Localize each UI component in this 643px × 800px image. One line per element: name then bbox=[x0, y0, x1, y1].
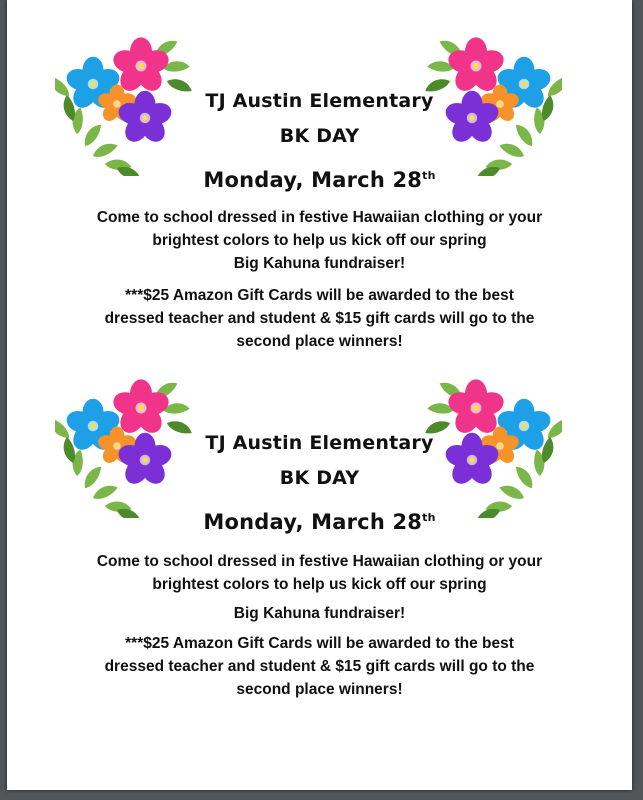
prize-text: ***$25 Amazon Gift Cards will be awarded to the best dressed teacher and student & $15 gift cards will go to the second place winners! bbox=[104, 287, 535, 350]
flyer-top bbox=[7, 28, 632, 368]
school-name: TJ Austin Elementary bbox=[205, 90, 434, 112]
event-date: Monday, March 28th bbox=[203, 168, 436, 192]
event-date: Monday, March 28th bbox=[203, 510, 436, 534]
event-name: BK DAY bbox=[279, 125, 360, 147]
prize-text: ***$25 Amazon Gift Cards will be awarded to the best dressed teacher and student & $15 gift cards will go to the second place winners! bbox=[104, 635, 535, 698]
flyer-bottom bbox=[7, 370, 632, 710]
document-page bbox=[7, 0, 632, 790]
description-text: Come to school dressed in festive Hawaiian clothing or your brightest colors to help us kick off our spring bbox=[96, 553, 543, 593]
school-name: TJ Austin Elementary bbox=[205, 432, 434, 454]
event-name: BK DAY bbox=[279, 467, 360, 489]
fundraiser-text: Big Kahuna fundraiser! bbox=[233, 605, 406, 622]
description-text: Come to school dressed in festive Hawaiian clothing or your brightest colors to help us kick off our spring Big Kahuna fundraiser! bbox=[96, 209, 543, 272]
